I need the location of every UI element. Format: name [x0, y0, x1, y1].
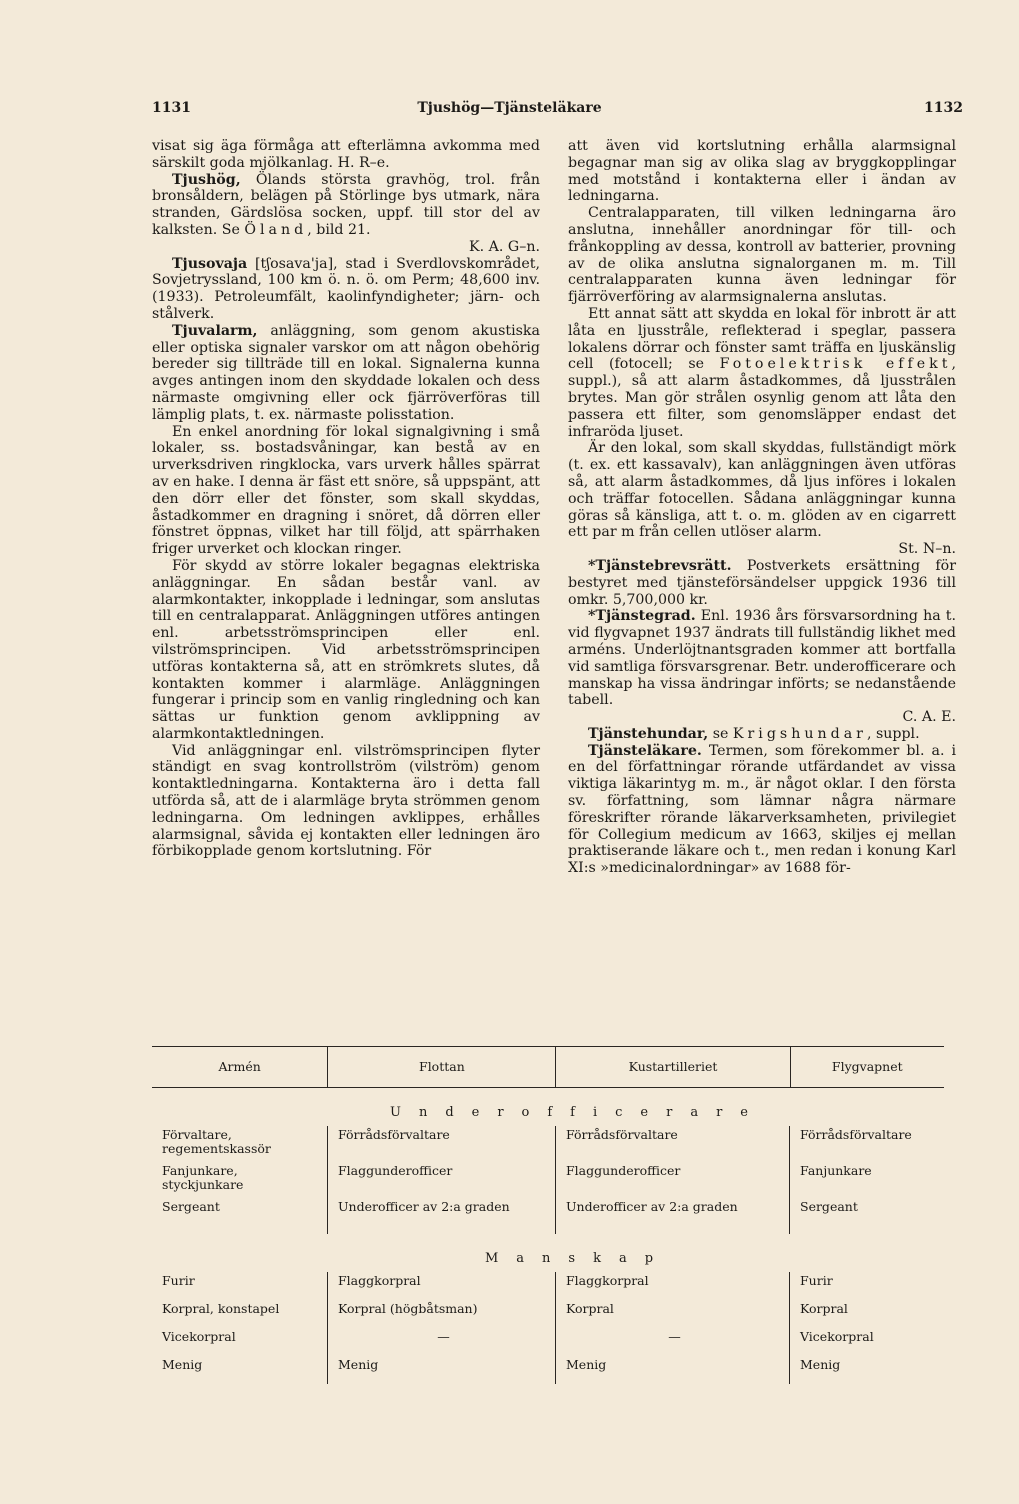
cross-reference: Krigshundar	[732, 725, 867, 742]
table-cell: Korpral, konstapel	[152, 1300, 328, 1328]
entry-text: Är den lokal, som skall skyddas, fullständigt mörk (t. ex. ett kassavalv), kan anläggningen även utföras så, att alarm åstadkommes, då ljus införes i lokalen och träffar fotocellen. Sådana anläggningar kunna göras så känsliga, att t. o. m. glöden av en cigarrett ett par m från cellen utlöser alarm.	[568, 440, 956, 541]
paragraph	[568, 440, 956, 558]
table-row	[152, 1198, 944, 1234]
entry-tjushog	[152, 172, 540, 256]
entry-tjanstehundar	[568, 726, 956, 743]
table-cell: Förrådsförvaltare	[328, 1126, 556, 1162]
entry-tjanstebrevsratt	[568, 558, 956, 608]
paragraph: För skydd av större lokaler begagnas elektriska anläggningar. En sådan består vanl. av alarmkontakter, inkopplade i ledningar, som anslutas till en centralapparat. Anläggningen utföres antingen enl. arbetsströmsprincipen eller enl. vilströmsprincipen. Vid arbetsströmsprincipen utföras kontakterna så, att en strömkrets slutes, då kontakten kommer i alarmläge. Anläggningen fungerar i princip som en vanlig ringledning och kan sättas ur funktion genom avklippning av alarmkontaktledningen.	[152, 557, 540, 742]
paragraph: visat sig äga förmåga att efterlämna avkomma med särskilt goda mjölkanlag. H. R–e.	[152, 138, 540, 171]
right-column	[568, 138, 956, 877]
entry-text: anläggning, som genom akustiska eller optiska signaler varskor om att någon obehörig bereder sig tillträde till en lokal. Signalerna kunna avges antingen inom den skyddade lokalen och dess närmaste omgivning eller ock fjärröverföras till lämplig plats, t. ex. närmaste polisstation.	[152, 322, 540, 423]
table-cell: Flaggunderofficer	[556, 1162, 790, 1198]
headword: Tjuvalarm,	[172, 322, 258, 339]
table-cell: Fanjunkare, styckjunkare	[152, 1162, 328, 1198]
table-cell: Menig	[800, 1357, 841, 1372]
table-cell: Menig	[328, 1356, 556, 1384]
entry-text: Postverkets ersättning för bestyret med tjänsteförsändelser uppgick 1936 till omkr. 5,700,000 kr.	[568, 557, 956, 608]
page-number-left: 1131	[152, 100, 191, 116]
table-row	[152, 1162, 944, 1198]
table-cell: Vicekorpral	[800, 1329, 874, 1344]
table-cell: Sergeant	[152, 1198, 328, 1234]
table-cell: Flaggkorpral	[328, 1272, 556, 1300]
entry-text: , suppl.	[866, 725, 920, 742]
table-row	[152, 1126, 944, 1162]
author-signature: St. N–n.	[898, 541, 956, 558]
table-cell: Korpral (högbåtsman)	[328, 1300, 556, 1328]
headword: Tjänsteläkare.	[588, 742, 702, 759]
table-cell: Furir	[152, 1272, 328, 1300]
entry-text: se	[708, 725, 733, 742]
headword: Tjusovaja	[172, 255, 248, 272]
headword: *Tjänstebrevsrätt.	[588, 557, 732, 574]
entry-text: Enl. 1936 års försvarsordning ha t. vid flygvapnet 1937 ändrats till fullständig likhet med arméns. Underlöjtnantsgraden kommer att bortfalla vid samtliga försvarsgrenar. Betr. underofficerare och manskap ha vissa ändringar införts; se nedanstående tabell.	[568, 608, 957, 709]
paragraph	[568, 306, 956, 440]
table-cell: —	[556, 1328, 790, 1356]
table-cell: Korpral	[800, 1301, 848, 1316]
table-cell: Korpral	[556, 1300, 790, 1328]
entry-tjanstelakare	[568, 743, 956, 877]
headword: Tjänstehundar,	[588, 725, 709, 742]
table-cell: Fanjunkare	[800, 1163, 872, 1178]
table-cell: Vicekorpral	[152, 1328, 328, 1356]
entry-text: , bild 21.	[307, 221, 371, 238]
column-header: Flygvapnet	[831, 1059, 903, 1074]
table-cell: —	[328, 1328, 556, 1356]
column-header: Armén	[152, 1047, 328, 1087]
paragraph: att även vid kortslutning erhålla alarmsignal begagnar man sig av olika slag av bryggkopplingar med motstånd i kontakterna eller i ändan av ledningarna.	[568, 138, 956, 205]
rank-table	[152, 1046, 944, 1384]
cross-reference: Fotoelektrisk effekt	[719, 356, 952, 373]
table-cell: Flaggunderofficer	[328, 1162, 556, 1198]
entry-text: [tʃosava'ja], stad i Sverdlovskområdet, Sovjetryssland, 100 km ö. n. ö. om Perm; 48,600 inv. (1933). Petroleumfält, kaolinfyndigheter; järn- och stålverk.	[152, 255, 540, 322]
table-cell: Furir	[800, 1273, 833, 1288]
page-number-right: 1132	[924, 100, 963, 116]
table-cell: Förrådsförvaltare	[800, 1127, 912, 1142]
column-header: Kustartilleriet	[556, 1047, 790, 1087]
paragraph: Centralapparaten, till vilken ledningarna äro anslutna, innehåller anordningar för till- och frånkoppling av dessa, kontroll av batterier, provning av de olika anslutna signalorganen m. m. Till centralapparaten kunna även ledningar för fjärröverföring av alarmsignalerna anslutas.	[568, 205, 956, 306]
table-row	[152, 1356, 944, 1384]
column-header: Flottan	[328, 1047, 556, 1087]
table-header	[152, 1046, 944, 1088]
table-cell: Förvaltare, regementskassör	[152, 1126, 328, 1162]
table-row	[152, 1328, 944, 1356]
entry-tjusovaja	[152, 256, 540, 323]
entry-text: Termen, som förekommer bl. a. i en del författningar rörande utfärdandet av vissa viktiga läkarintyg m. m., är något oklar. I den första sv. författning, som lämnar några närmare föreskrifter rörande läkarverksamheten, privilegiet för Collegium medicum av 1663, skiljes ej mellan praktiserande läkare och t., men redan i konung Karl XI:s »medicinalordningar» av 1688 för-	[568, 742, 956, 877]
paragraph: Vid anläggningar enl. vilströmsprincipen flyter ständigt en svag kontrollström (vilström) genom kontaktledningarna. Kontakterna äro i detta fall utförda så, att de i alarmläge bryta strömmen genom ledningarna. Om ledningen avklippes, erhålles alarmsignal, såvida ej kontakten eller ledningen äro förbikopplade genom kortslutning. För	[152, 742, 540, 860]
headword: *Tjänstegrad.	[588, 608, 696, 625]
table-cell: Förrådsförvaltare	[556, 1126, 790, 1162]
table-cell: Underofficer av 2:a graden	[556, 1198, 790, 1234]
table-cell: Menig	[152, 1356, 328, 1384]
table-row	[152, 1272, 944, 1300]
entry-text: , suppl.), så att alarm åstadkommes, då ljusstrålen brytes. Man gör strålen osynlig genom att låta den passera ett filter, som genomsläpper endast det infraröda ljuset.	[568, 356, 956, 440]
group-heading: Underofficerare	[389, 1105, 766, 1120]
author-signature: C. A. E.	[902, 709, 956, 726]
table-cell: Underofficer av 2:a graden	[328, 1198, 556, 1234]
running-title: Tjushög—Tjänsteläkare	[417, 100, 602, 116]
entry-tjanstegrad	[568, 608, 956, 726]
entry-tjuvalarm	[152, 323, 540, 424]
cross-reference: Öland	[244, 221, 308, 238]
left-column	[152, 138, 540, 860]
headword: Tjushög,	[172, 171, 241, 188]
author-signature: K. A. G–n.	[469, 238, 540, 255]
entry-text: Ett annat sätt att skydda en lokal för inbrott är att låta en ljusstråle, reflekterad i speglar, passera lokalens dörrar och fönster samt träffa en ljuskänslig cell (fotocell; se	[568, 305, 956, 373]
paragraph: En enkel anordning för lokal signalgivning i små lokaler, ss. bostadsvåningar, kan bestå av en urverksdriven ringklocka, vars urverk hålles spärrat av en hake. I denna är fäst ett snöre, så uppspänt, att den dörr eller det fönster, som skall skyddas, åstadkommer en dragning i snöret, då dörren eller fönstret öppnas, vilket har till följd, att spärrhaken friger urverket och klockan ringer.	[152, 423, 540, 558]
entry-text: Ölands största gravhög, trol. från bronsåldern, belägen på Störlinge bys utmark, nära stranden, Gärdslösa socken, uppf. till stor del av kalksten. Se	[152, 171, 540, 238]
table-cell: Menig	[556, 1356, 790, 1384]
table-row	[152, 1300, 944, 1328]
table-cell: Sergeant	[800, 1199, 858, 1214]
group-heading: Manskap	[484, 1251, 672, 1266]
table-cell: Flaggkorpral	[556, 1272, 790, 1300]
